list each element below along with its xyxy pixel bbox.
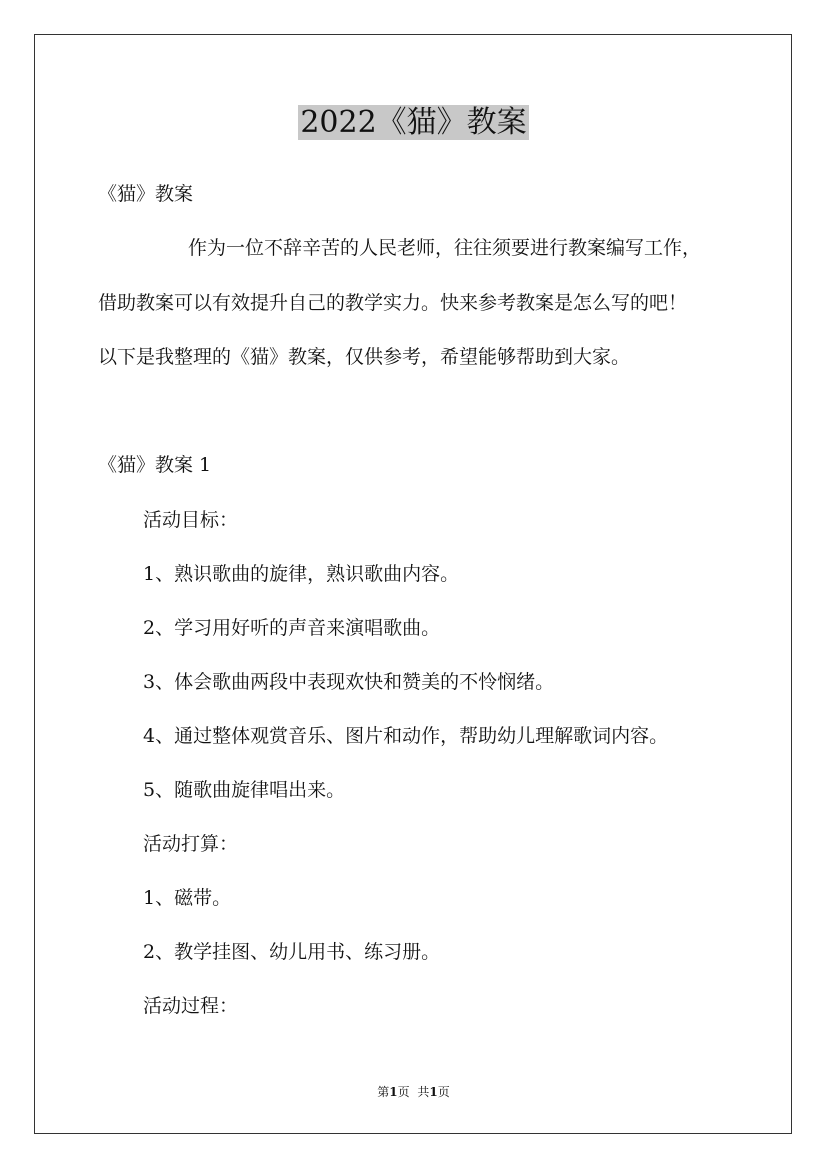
footer-page-number: 1 xyxy=(389,1085,398,1099)
process-heading: 活动过程： xyxy=(143,995,239,1017)
document-subtitle: 《猫》教案 xyxy=(98,183,194,205)
document-title-text: 2022《猫》教案 xyxy=(300,105,527,140)
goal-item-1: 1、熟识歌曲的旋律，熟识歌曲内容。 xyxy=(143,563,460,585)
prep-item-2: 2、教学挂图、幼儿用书、练习册。 xyxy=(143,941,441,963)
footer-total-number: 1 xyxy=(429,1085,438,1099)
goal-item-2: 2、学习用好听的声音来演唱歌曲。 xyxy=(143,617,441,639)
footer-page-suffix: 页 xyxy=(397,1085,410,1099)
intro-line-2: 借助教案可以有效提升自己的教学实力。快来参考教案是怎么写的吧！ xyxy=(98,292,688,314)
document-title xyxy=(0,102,827,143)
goal-item-3: 3、体会歌曲两段中表现欢快和赞美的不怜悯绪。 xyxy=(143,671,555,693)
goals-heading: 活动目标： xyxy=(143,509,239,531)
prep-item-1: 1、磁带。 xyxy=(143,887,232,909)
goal-item-4: 4、通过整体观赏音乐、图片和动作，帮助幼儿理解歌词内容。 xyxy=(143,725,669,747)
footer-total-suffix: 页 xyxy=(437,1085,450,1099)
footer-total-prefix: 共 xyxy=(417,1085,430,1099)
prep-heading: 活动打算： xyxy=(143,833,239,855)
section-heading: 《猫》教案 1 xyxy=(98,454,212,476)
intro-line-1: 作为一位不辞辛苦的人民老师，往往须要进行教案编写工作， xyxy=(188,237,702,259)
footer-page-prefix: 第 xyxy=(377,1085,390,1099)
intro-line-3: 以下是我整理的《猫》教案，仅供参考，希望能够帮助到大家。 xyxy=(98,346,631,368)
goal-item-5: 5、随歌曲旋律唱出来。 xyxy=(143,779,346,801)
page-footer xyxy=(0,1084,827,1100)
